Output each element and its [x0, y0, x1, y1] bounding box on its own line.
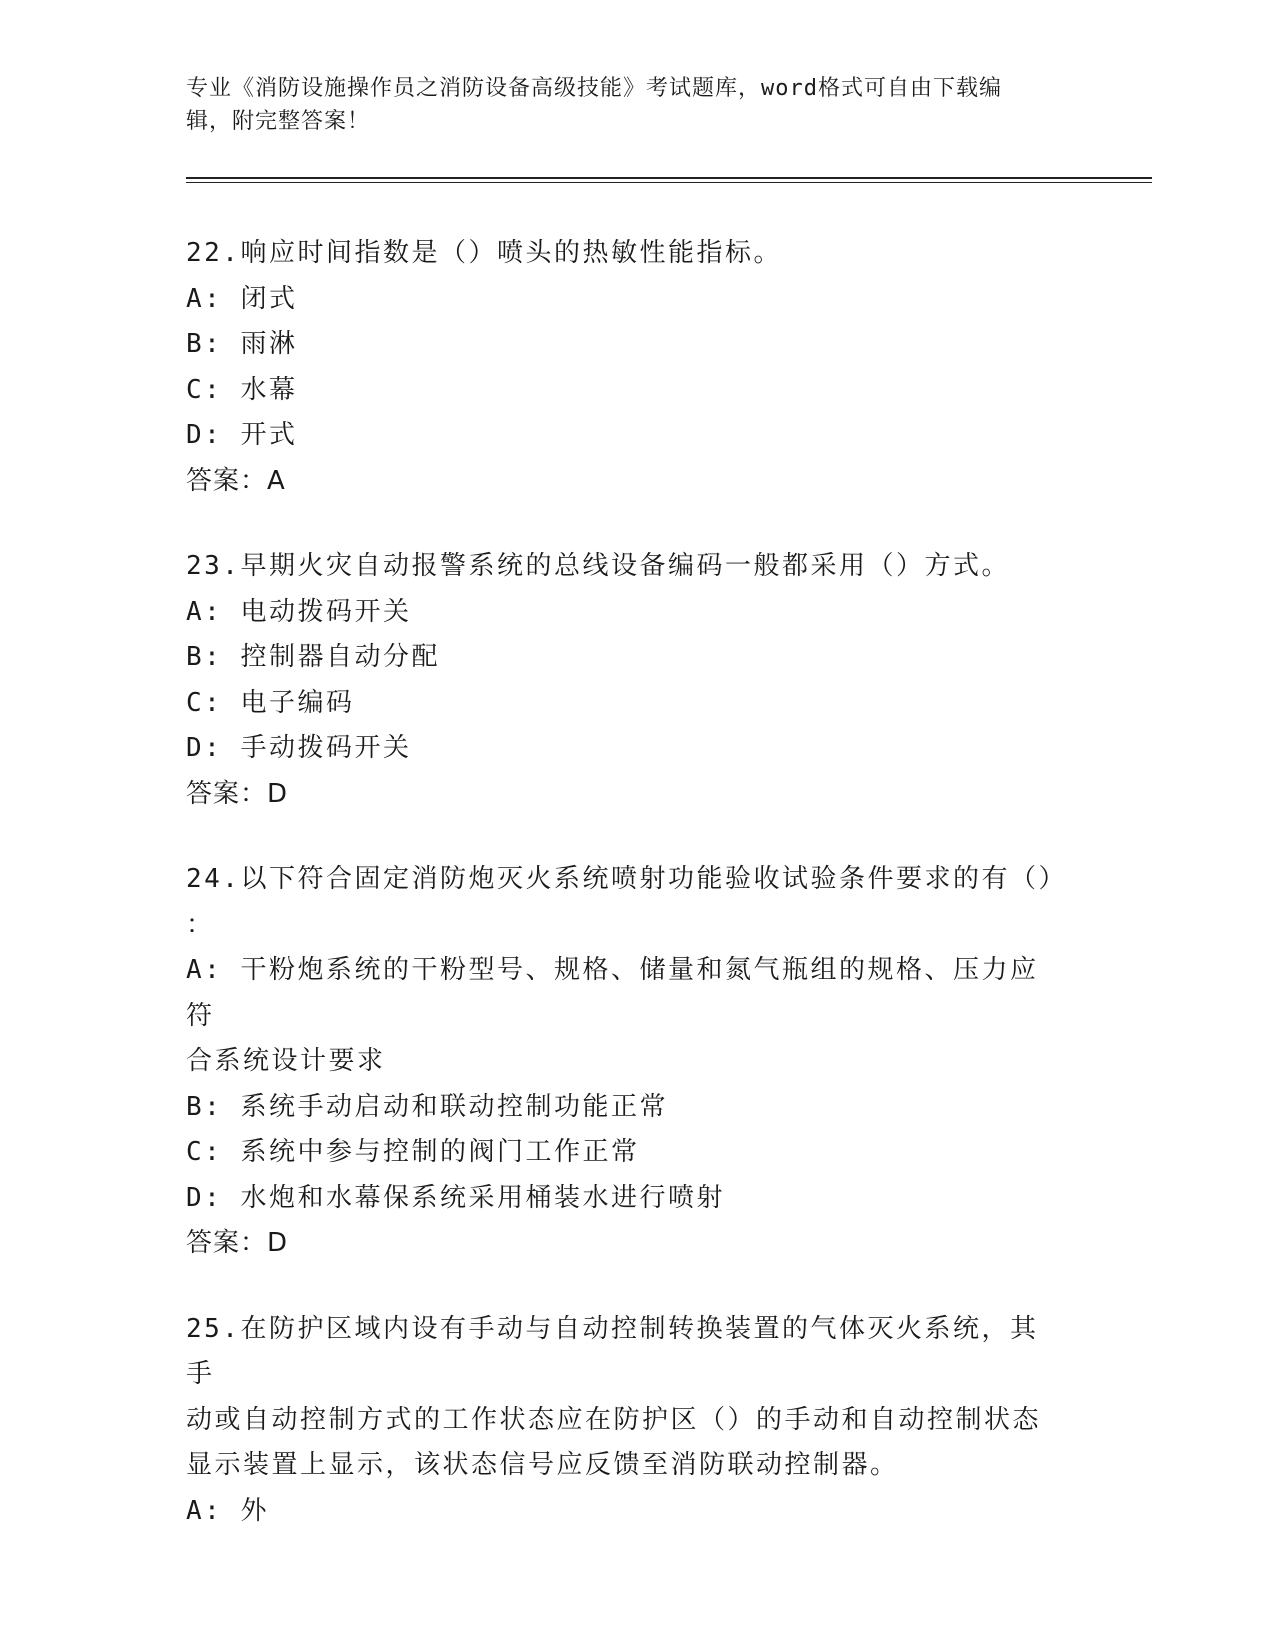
answer-option: A: 干粉炮系统的干粉型号、规格、储量和氮气瓶组的规格、压力应符	[186, 955, 1039, 1031]
question-stem: 23.早期火灾自动报警系统的总线设备编码一般都采用（）方式。	[186, 551, 1010, 581]
header-line-1: 专业《消防设施操作员之消防设备高级技能》考试题库，word格式可自由下载编	[186, 76, 1002, 101]
answer-option: C: 水幕	[186, 374, 298, 405]
question-stem: 22.响应时间指数是（）喷头的热敏性能指标。	[186, 238, 782, 268]
correct-answer: 答案：D	[186, 1228, 289, 1258]
question-item	[186, 1307, 1066, 1535]
answer-option: C: 电子编码	[186, 687, 355, 718]
answer-option: B: 雨淋	[186, 329, 298, 359]
question-stem: 显示装置上显示，该状态信号应反馈至消防联动控制器。	[186, 1450, 899, 1480]
question-list	[186, 231, 1066, 1574]
document-header	[186, 72, 1066, 138]
header-line-2: 辑，附完整答案！	[186, 109, 371, 134]
correct-answer: 答案：D	[186, 778, 289, 809]
header-divider-thin	[186, 182, 1152, 183]
header-divider-thick	[186, 177, 1152, 179]
question-item	[186, 857, 1066, 1267]
answer-option: A: 电动拨码开关	[186, 596, 412, 627]
answer-option: 合系统设计要求	[186, 1046, 386, 1076]
question-stem: 动或自动控制方式的工作状态应在防护区（）的手动和自动控制状态	[186, 1404, 1042, 1435]
answer-option: A: 外	[186, 1495, 269, 1526]
question-stem: 24.以下符合固定消防炮灭火系统喷射功能验收试验条件要求的有（）	[186, 864, 1067, 894]
answer-option: C: 系统中参与控制的阀门工作正常	[186, 1137, 640, 1167]
answer-option: B: 控制器自动分配	[186, 642, 440, 672]
answer-option: D: 水炮和水幕保系统采用桶装水进行喷射	[186, 1182, 725, 1213]
correct-answer: 答案：A	[186, 465, 286, 496]
question-item	[186, 231, 1066, 504]
answer-option: D: 手动拨码开关	[186, 733, 412, 763]
question-item	[186, 544, 1066, 817]
answer-option: A: 闭式	[186, 283, 298, 314]
answer-option: B: 系统手动启动和联动控制功能正常	[186, 1091, 668, 1122]
question-stem: 25.在防护区域内设有手动与自动控制转换装置的气体灭火系统，其手	[186, 1313, 1039, 1389]
answer-option: D: 开式	[186, 420, 298, 450]
question-stem: ：	[186, 909, 215, 940]
